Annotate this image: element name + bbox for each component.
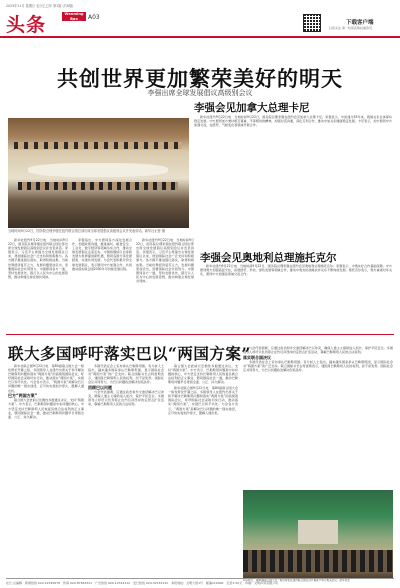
second-column-4b-text: 多国代表在会上宣布承认巴勒斯坦国。有分析人士指出，越来越多国家承认巴勒斯坦国，显示国际社会对“两国方案”的广泛支持。联合国秘书长古特雷斯表示，建国是巴勒斯坦人民的权利，而不是奖赏。国际社会应共同努力，为巴以问题政治解决创造条件。	[243, 359, 393, 373]
second-column-4	[243, 346, 393, 486]
main-column-3-text: 新华社纽约9月22日电 当地时间9月22日，国务院总理李强在纽约联合国总部出席全球发展倡议高级别会议并发表讲话。李强表示，习近平主席提出全球发展倡议以来，得到国际社会广泛支持和积极参与。各方携手推进倡议落实，取得积极成果。当前世界经济复苏乏力，发展问题更加突出，需要国际社会共同努力。中国愿同各方一道，坚持发展优先，践行以人民为中心的发展思想，推动构建全球发展共同体。	[136, 238, 194, 283]
second-column-2	[88, 364, 164, 574]
meeting-photo	[8, 118, 189, 228]
story-title-austria: 李强会见奥地利总理施托克尔	[200, 252, 337, 264]
main-headline: 共创世界更加繁荣美好的明天	[57, 66, 343, 91]
second-column-3b-text: 新华社联合国9月22日电 第80届联合国大会一般性辩论开幕之际，多国领导人在纽约出席关于和平解决巴勒斯坦问题和落实“两国方案”的高级别国际会议，呼吁国际社会采取切实行动，推动落实“两国方案”，实现巴以和平共处。与会各方表示，“两国方案”是解决巴以问题的唯一现实途径，应尽快实现加沙停火，缓解人道危机。	[168, 386, 238, 415]
photo1-caption: 当地时间9月22日，国务院总理李强在纽约联合国总部出席全球发展倡议高级别会议并发表讲话。新华社记者 摄	[8, 229, 165, 233]
story-text-canada: 新华社纽约9月22日电 当地时间9月22日，国务院总理李强在纽约会见加拿大总理卡尼。李强表示，中加建交55年来，两国关系总体保持稳定发展。中方愿同加方秉持相互尊重、平等相待的精神，加强对话沟通，深化互利合作，推动中加关系健康稳定发展。卡尼表示，加方愿同中方加强交流，在经贸、气候变化等领域开展合作。	[194, 115, 392, 128]
main-column-1	[8, 238, 68, 330]
story-body-canada	[194, 115, 392, 245]
app-download-label[interactable]: 下载客户端	[346, 20, 374, 26]
footer-info: 社长·总编辑 新闻热线 024-12345678 传真 024-87654321 广告热线 024-12312312 发行热线 024-32132132 本报地址：文明大街1号 邮编110000 定价1.50元 印刷：文明印务有限公司	[6, 578, 394, 585]
newspaper-logo	[62, 12, 86, 25]
main-column-3	[136, 238, 194, 330]
second-headline: 联大多国呼吁落实巴以“两国方案”	[8, 344, 251, 363]
photo2-caption: 9月22日，第80届联合国大会一般性辩论在纽约联合国总部开幕前夕举行相关会议。新华社发	[243, 579, 350, 582]
second-column-1-text: 新华社联合国9月22日电 第80届联合国大会一般性辩论开幕之际，多国领导人在纽约出席关于和平解决巴勒斯坦问题和落实“两国方案”的高级别国际会议，呼吁国际社会采取切实行动，推动落实“两国方案”，实现巴以和平共处。与会各方表示，“两国方案”是解决巴以问题的唯一现实途径，应尽快实现加沙停火，缓解人道危机。	[8, 364, 84, 393]
second-column-1	[8, 364, 84, 574]
second-subtag-3: 落实联合国决议	[243, 354, 271, 360]
second-column-2b-text: 与会代表强调，应通过政治和外交途径解决巴以冲突，确保人道主义援助进入加沙，保护平民安全。多国领导人呼吁以色列停止在约旦河西岸的定居点扩张活动，尊重巴勒斯坦人民的合法权利。	[88, 390, 164, 407]
main-column-2	[72, 238, 132, 330]
main-subheadline: 李强出席全球发展倡议高级别会议	[147, 89, 253, 97]
qr-code-icon	[303, 14, 321, 32]
section-divider	[6, 334, 394, 335]
second-subtag-1: 巴方“两国方案”	[8, 393, 38, 399]
second-column-3-text: 联合国大会此前以压倒性多数通过决议，支持“两国方案”。中方表示，巴勒斯坦问题是中东问题的核心，中方坚定支持巴勒斯坦人民恢复民族合法权利的正义事业，愿同国际社会一道，推动巴勒斯坦问题早日得到全面、公正、持久解决。	[168, 364, 238, 385]
main-column-2-text: 李强指出，中方愿同各方深化发展合作，加强政策沟通，推进减贫、粮食安全、工业化、数字经济等领域务实合作，推动全球发展倡议走深走实。中国将继续以自身新发展为世界提供新机遇，愿同各国分享发展经验，实现共同发展。与会代表积极评价全球发展倡议，表示愿同中方加强合作，共同推动落实联合国2030年可持续发展议程。	[72, 238, 132, 271]
story-body-austria	[200, 264, 392, 324]
second-column-3	[168, 364, 238, 574]
date-line: 2025年11月 星期日 农历乙巳年 第1版 (共8版)	[6, 4, 74, 8]
second-subtag-2: 回顾巴以问题	[88, 385, 112, 391]
logo-line2: 文明晚报	[66, 21, 82, 25]
section-title: 头条	[6, 14, 47, 36]
main-column-1-text: 新华社纽约9月22日电 当地时间9月22日，国务院总理李强在纽约联合国总部出席全球发展倡议高级别会议并发表讲话。李强表示，习近平主席提出全球发展倡议以来，得到国际社会广泛支持和积极参与。各方携手推进倡议落实，取得积极成果。当前世界经济复苏乏力，发展问题更加突出，需要国际社会共同努力。中国愿同各方一道，坚持发展优先，践行以人民为中心的发展思想，推动构建全球发展共同体。	[8, 238, 68, 279]
general-assembly-photo	[243, 490, 393, 578]
page-number: A03	[88, 14, 100, 21]
second-column-2-text: 多国代表在会上宣布承认巴勒斯坦国。有分析人士指出，越来越多国家承认巴勒斯坦国，显示国际社会对“两国方案”的广泛支持。联合国秘书长古特雷斯表示，建国是巴勒斯坦人民的权利，而不是奖赏。国际社会应共同努力，为巴以问题政治解决创造条件。	[88, 364, 164, 385]
second-column-1b-text: 联合国大会此前以压倒性多数通过决议，支持“两国方案”。中方表示，巴勒斯坦问题是中东问题的核心，中方坚定支持巴勒斯坦人民恢复民族合法权利的正义事业，愿同国际社会一道，推动巴勒斯坦问题早日得到全面、公正、持久解决。	[8, 398, 84, 419]
story-title-canada: 李强会见加拿大总理卡尼	[194, 102, 310, 114]
story-text-austria: 新华社纽约9月22日电 当地时间9月22日，国务院总理李强在纽约会见奥地利总理施托克尔。李强表示，中奥友好合作基础深厚。中方愿同奥方加强高层交往，拓展经贸、科技、绿色发展等领域合作，推动中奥友好战略伙伴关系不断向前发展。施托克尔表示，奥方重视对华关系，愿同中方加强各领域交流合作。	[200, 264, 392, 277]
logo-line1: Wenming Bao	[64, 12, 84, 21]
app-download-sub: 扫码关注·第一时间获取权威资讯	[329, 26, 372, 30]
second-column-4-text: 与会代表强调，应通过政治和外交途径解决巴以冲突，确保人道主义援助进入加沙，保护平民安全。多国领导人呼吁以色列停止在约旦河西岸的定居点扩张活动，尊重巴勒斯坦人民的合法权利。	[243, 346, 393, 355]
